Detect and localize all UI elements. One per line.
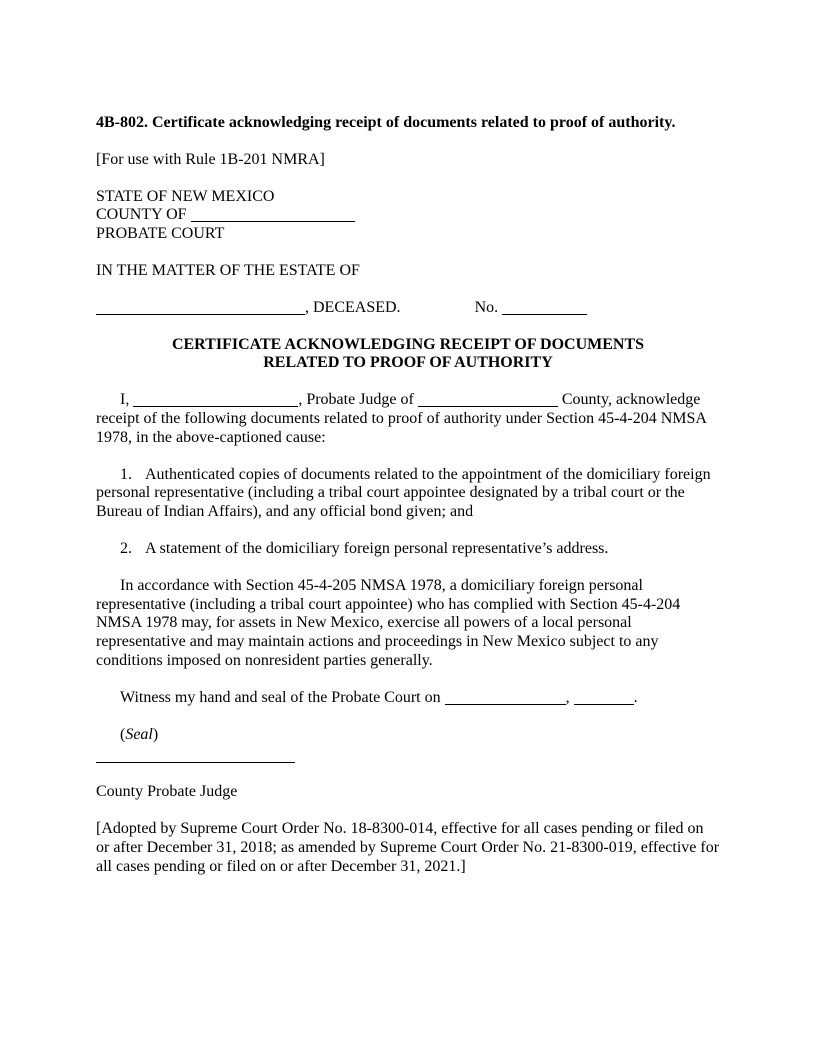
caption-court: PROBATE COURT <box>96 225 225 243</box>
section-heading: 4B-802. Certificate acknowledging receipt of documents related to proof of authority. <box>96 114 676 131</box>
case-number-label: No. <box>474 298 499 316</box>
case-caption-line <box>96 299 720 318</box>
county-name-blank <box>418 391 558 407</box>
list-item-2 <box>96 540 720 559</box>
deceased-label: , DECEASED. <box>305 298 401 316</box>
item-1-text: Authenticated copies of documents related to the appointment of the domiciliary foreign personal representative (including a tribal court appointee designated by a tribal court or the Bureau of Indian Affairs), and any official bond given; and <box>96 465 711 521</box>
intro-paragraph <box>96 391 720 447</box>
county-blank <box>191 206 355 222</box>
item-2-number: 2. <box>120 539 132 557</box>
case-number-blank <box>502 299 587 315</box>
year-blank <box>574 689 634 705</box>
document-title <box>96 336 720 374</box>
witness-period: . <box>633 688 638 706</box>
item-1-number: 1. <box>120 465 132 483</box>
signature-line <box>96 762 295 763</box>
case-number-group <box>475 299 588 316</box>
seal-open-paren: ( <box>120 725 126 743</box>
seal-line <box>96 726 720 745</box>
intro-pre: I, <box>120 391 130 409</box>
caption-county-line <box>96 206 720 225</box>
intro-mid: , Probate Judge of <box>298 391 414 409</box>
court-caption <box>96 188 720 244</box>
adoption-note: [Adopted by Supreme Court Order No. 18-8300-014, effective for all cases pending or filed on or after December 31, 2018; as amended by Supreme Court Order No. 21-8300-019, effective for all cases pending or filed on or after December 31, 2021.] <box>96 820 720 875</box>
judge-name-blank <box>133 391 298 407</box>
signature-title: County Probate Judge <box>96 783 238 801</box>
document-title-line2: RELATED TO PROOF OF AUTHORITY <box>263 354 553 372</box>
accordance-paragraph: In accordance with Section 45-4-205 NMSA 1978, a domiciliary foreign personal representative (including a tribal court appointee) who has complied with Section 45-4-204 NMSA 1978 may, for assets in New Mexico, exercise all powers of a local personal representative and may maintain actions and proceedings in New Mexico subject to any conditions imposed on nonresident parties generally. <box>96 576 681 669</box>
witness-line <box>96 689 720 708</box>
item-2-text: A statement of the domiciliary foreign personal representative’s address. <box>145 539 609 557</box>
caption-state: STATE OF NEW MEXICO <box>96 187 275 205</box>
date-blank <box>445 689 566 705</box>
rule-note: [For use with Rule 1B-201 NMRA] <box>96 150 325 168</box>
intro-post: County, acknowledge receipt of the following documents related to proof of authority under Section 45-4-204 NMSA 1978, in the above-captioned cause: <box>96 391 707 446</box>
decedent-name-blank <box>96 299 305 315</box>
witness-comma: , <box>565 688 570 706</box>
signature-block <box>96 762 720 802</box>
seal-word: Seal <box>125 725 153 743</box>
matter-line: IN THE MATTER OF THE ESTATE OF <box>96 261 360 279</box>
caption-county-label: COUNTY OF <box>96 206 187 224</box>
seal-close-paren: ) <box>152 725 159 743</box>
witness-text: Witness my hand and seal of the Probate Court on <box>120 688 441 706</box>
list-item-1 <box>96 466 720 522</box>
document-title-line1: CERTIFICATE ACKNOWLEDGING RECEIPT OF DOCUMENTS <box>171 335 645 353</box>
